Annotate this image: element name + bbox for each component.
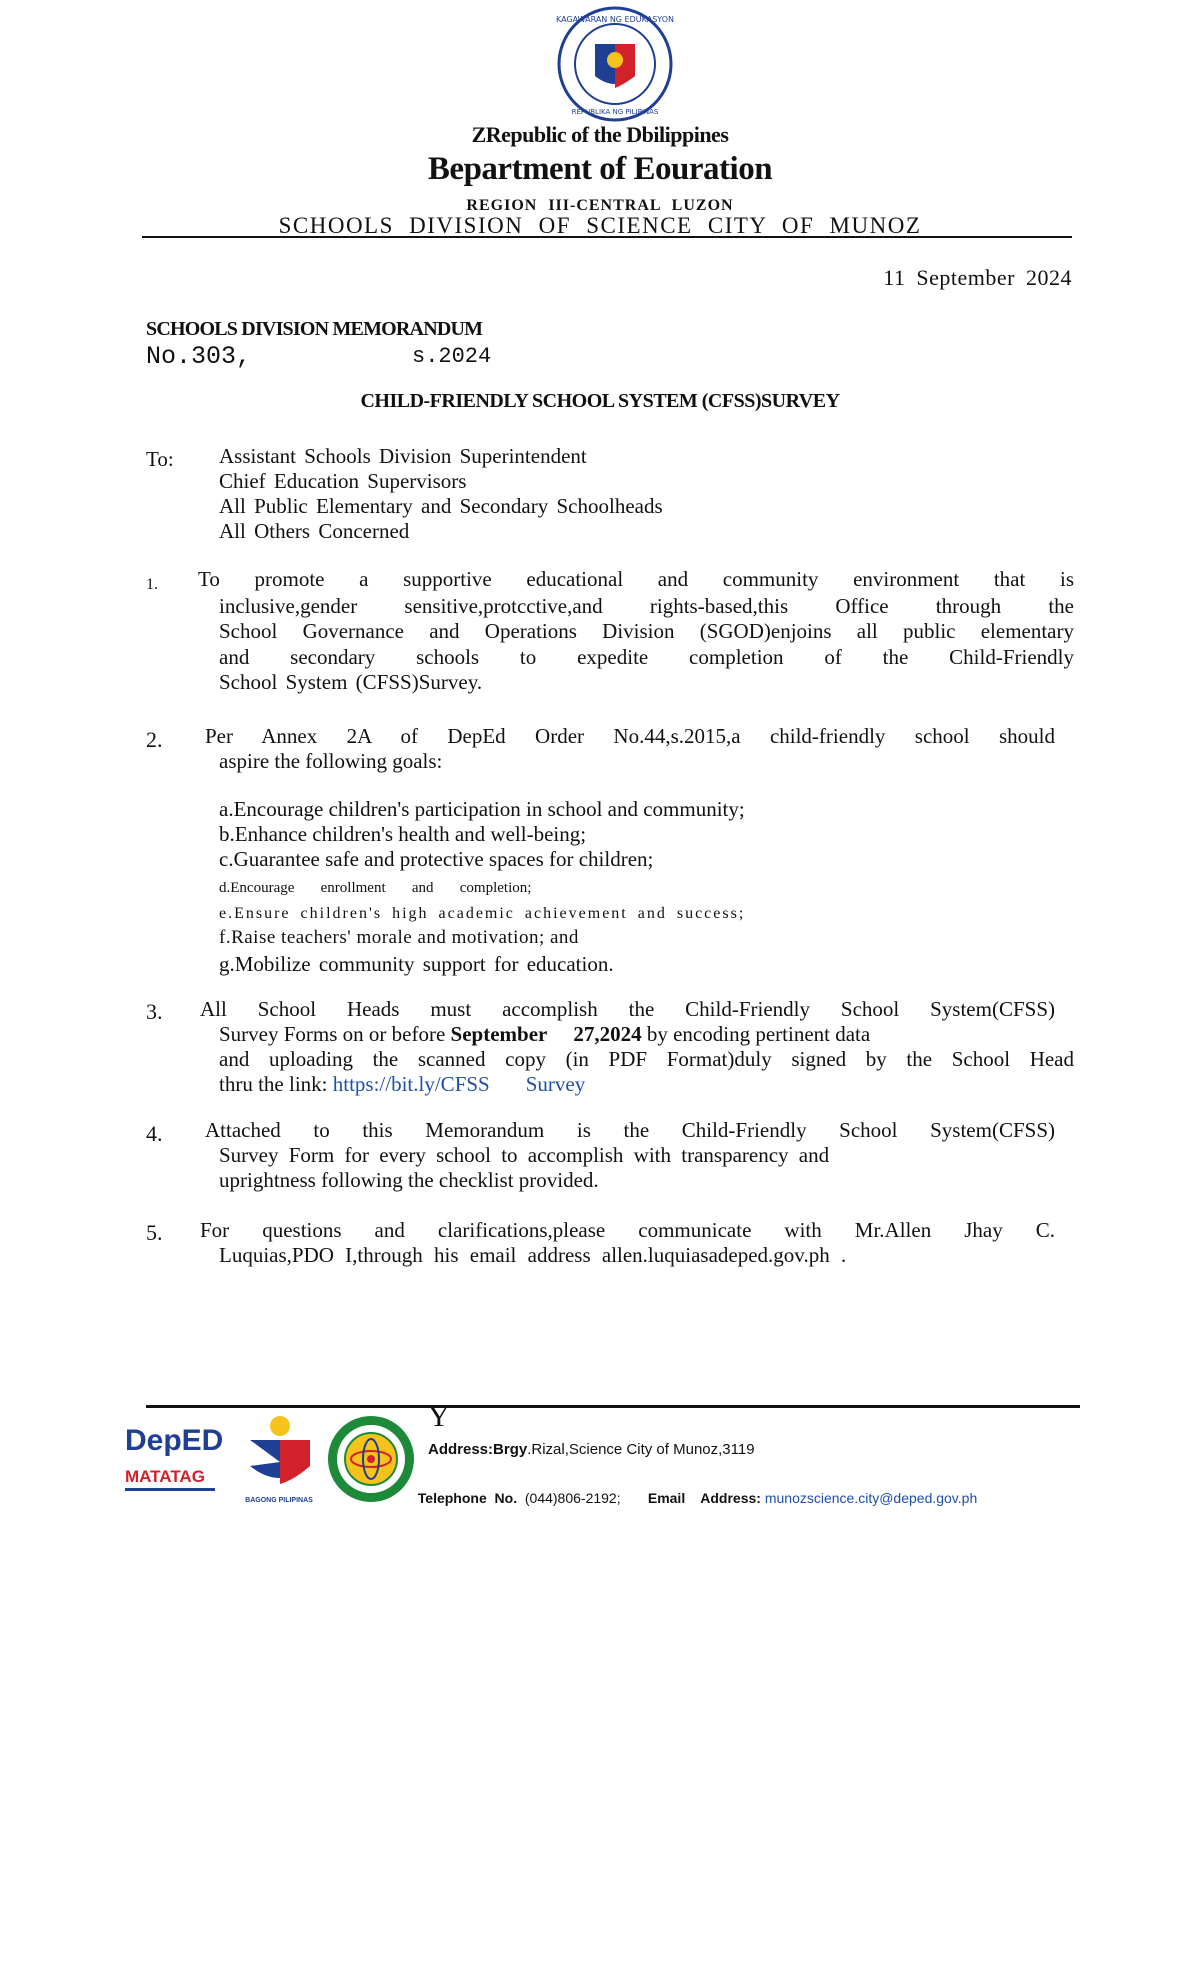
paragraph-1-line: School System (CFSS)Survey. [219, 670, 483, 694]
deadline-date: 27,2024 [573, 1022, 642, 1046]
memo-series: s.2024 [412, 344, 492, 369]
paragraph-4-number: 4. [146, 1121, 163, 1146]
memo-date: 11 September 2024 [883, 265, 1072, 290]
recipient-item: All Public Elementary and Secondary Schoolheads [219, 494, 663, 518]
recipient-item: Assistant Schools Division Superintendent [219, 444, 587, 468]
paragraph-3-line: All School Heads must accomplish the Child-Friendly School System(CFSS) [200, 997, 1055, 1021]
address-label: Address: [428, 1441, 494, 1458]
survey-link-suffix[interactable]: Survey [525, 1072, 586, 1096]
paragraph-2-line: aspire the following goals: [219, 749, 443, 773]
recipient-list [219, 444, 663, 544]
paragraph-2-number: 2. [146, 727, 163, 752]
paragraph-2-line: Per Annex 2A of DepEd Order No.44,s.2015,a child-friendly school should [205, 724, 1055, 748]
paragraph-3-line: and uploading the scanned copy (in PDF Format)duly signed by the School Head [219, 1047, 1074, 1071]
footer-contact [410, 1474, 977, 1506]
deped-seal-logo [555, 4, 675, 124]
paragraph-3-number: 3. [146, 999, 163, 1024]
paragraph-3-line-2 [219, 1022, 1074, 1048]
paragraph-5-line: Luquias,PDO I,through his email address allen.luquiasadeped.gov.ph . [219, 1243, 847, 1267]
paragraph-3-text: Survey Forms on or before [219, 1022, 451, 1046]
email-label: Email Address: [647, 1490, 761, 1506]
seal-text-top: KAGAWARAN NG EDUKASYON [555, 15, 675, 24]
address-value: .Rizal,Science City of Munoz,3119 [527, 1441, 755, 1458]
department-heading: Bepartment of Eouration [427, 151, 773, 187]
paragraph-3-text: thru the link: [219, 1072, 333, 1096]
goals-list [219, 797, 745, 872]
republic-heading: ZRepublic of the Dbilippines [471, 122, 729, 147]
recipient-item: All Others Concerned [219, 519, 410, 543]
footer-address [428, 1441, 755, 1458]
matatag-logo-text: MATATAG [125, 1467, 205, 1486]
header-divider [142, 236, 1072, 238]
memo-number: No.303, [146, 342, 252, 371]
bagong-pilipinas-logo [232, 1408, 327, 1508]
goal-item: f.Raise teachers' morale and motivation; and [219, 927, 579, 948]
deadline-month: September [450, 1022, 548, 1046]
goal-item: a.Encourage children's participation in school and community; [219, 797, 745, 821]
recipient-item: Chief Education Supervisors [219, 469, 467, 493]
paragraph-4-line: Attached to this Memorandum is the Child-Friendly School System(CFSS) [205, 1118, 1055, 1142]
school-seal-logo [326, 1414, 416, 1504]
pilipinas-logo-text: BAGONG PILIPINAS [245, 1497, 313, 1504]
deped-matatag-logo [123, 1412, 223, 1502]
goal-item: e.Ensure children's high academic achievement and success; [219, 905, 746, 922]
paragraph-3-text: by encoding pertinent data [641, 1022, 871, 1046]
goal-item: g.Mobilize community support for education. [219, 952, 614, 976]
goal-item: b.Enhance children's health and well-being; [219, 822, 587, 846]
paragraph-1-number: 1. [146, 576, 158, 593]
memo-subject: CHILD-FRIENDLY SCHOOL SYSTEM (CFSS)SURVEY [360, 390, 840, 412]
paragraph-1-line: and secondary schools to expedite completion of the Child-Friendly [219, 645, 1074, 669]
paragraph-1-line: To promote a supportive educational and community environment that is [198, 567, 1074, 591]
paragraph-1-line: inclusive,gender sensitive,protcctive,and rights-based,this Office through the [219, 594, 1074, 618]
to-label: To: [146, 447, 174, 471]
paragraph-4-line: uprightness following the checklist provided. [219, 1168, 599, 1192]
paragraph-1-line: School Governance and Operations Division (SGOD)enjoins all public elementary [219, 619, 1074, 643]
telephone-value: (044)806-2192; [524, 1490, 621, 1506]
address-bold: Brgy [493, 1441, 528, 1458]
survey-link[interactable]: https://bit.ly/CFSS [332, 1072, 490, 1096]
goal-item: d.Encourage enrollment and completion; [219, 880, 532, 896]
footer-mark: Y [428, 1400, 450, 1433]
deped-logo-text: DepED [125, 1424, 223, 1457]
paragraph-4-line: Survey Form for every school to accomplish with transparency and [219, 1143, 830, 1167]
seal-text-bottom: REPUBLIKA NG PILIPINAS [571, 108, 659, 116]
division-heading: SCHOOLS DIVISION OF SCIENCE CITY OF MUNOZ [278, 213, 922, 238]
paragraph-3-line-4 [219, 1072, 585, 1098]
paragraph-5-number: 5. [146, 1220, 163, 1245]
region-heading: REGION III-CENTRAL LUZON [466, 197, 734, 214]
paragraph-5-line: For questions and clarifications,please communicate with Mr.Allen Jhay C. [200, 1218, 1055, 1242]
memo-title: SCHOOLS DIVISION MEMORANDUM [146, 318, 483, 340]
email-link[interactable]: munozscience.city@deped.gov.ph [764, 1490, 978, 1506]
goal-item: c.Guarantee safe and protective spaces for children; [219, 847, 654, 871]
telephone-label: Telephone No. [417, 1490, 518, 1506]
